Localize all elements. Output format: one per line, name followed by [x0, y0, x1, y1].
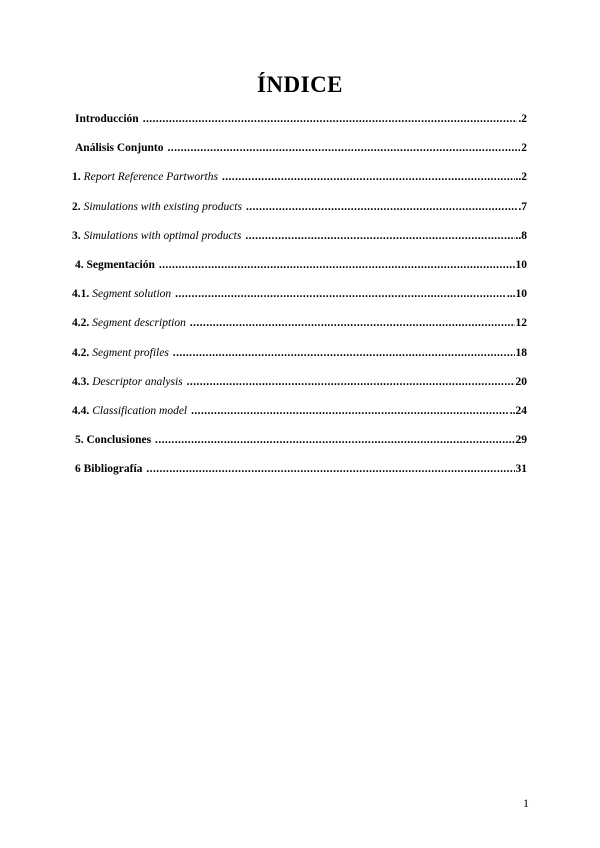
toc-entry-number: 4.3.	[72, 375, 90, 388]
toc-entry-label: Segment profiles	[92, 346, 169, 359]
toc-entry-label: 4. Segmentación	[75, 258, 155, 271]
toc-entry-label: Análisis Conjunto	[75, 142, 164, 155]
toc-entry-label: 6 Bibliografía	[75, 463, 143, 476]
toc-entry-conclusiones[interactable]	[72, 434, 527, 463]
toc-entry-label: Segment solution	[92, 288, 172, 301]
toc-entry-descriptor-analysis[interactable]	[72, 376, 527, 405]
toc-entry-page: 18	[515, 346, 527, 359]
toc-entry-page: ..24	[509, 404, 527, 417]
toc-entry-classification-model[interactable]	[72, 405, 527, 434]
toc-entry-number: 3.	[72, 229, 81, 242]
toc-entry-number: 1.	[72, 171, 81, 184]
toc-entry-report-reference-partworths[interactable]	[72, 171, 527, 200]
toc-entry-label: Introducción	[75, 113, 139, 125]
toc-entry-page: .7	[518, 200, 527, 213]
toc-dot-leader	[190, 317, 515, 329]
toc-dot-leader	[159, 259, 515, 271]
toc-entry-label: Descriptor analysis	[92, 375, 183, 388]
toc-entry-segment-description[interactable]	[72, 317, 527, 346]
toc-entry-number: 4.2.	[72, 346, 90, 359]
toc-entry-page: .2	[518, 113, 527, 125]
toc-entry-number: 2.	[72, 200, 81, 213]
toc-entry-introduccion[interactable]	[72, 113, 527, 142]
toc-entry-number: 4.1.	[72, 288, 90, 301]
toc-entry-label: Segment description	[92, 317, 186, 330]
page-title: ÍNDICE	[256, 72, 344, 97]
toc-entry-segmentacion[interactable]	[72, 259, 527, 288]
toc-entry-page: ..2	[515, 171, 527, 184]
toc-entry-page: 29	[515, 434, 527, 447]
toc-entry-label: 5. Conclusiones	[75, 434, 152, 447]
toc-entry-number: 4.2.	[72, 317, 90, 330]
toc-dot-leader	[173, 347, 515, 359]
toc-dot-leader	[245, 230, 514, 242]
toc-entry-page: ..8	[515, 229, 527, 242]
toc-entry-label: Simulations with optimal products	[83, 229, 242, 242]
toc-entry-page: 31	[515, 463, 527, 476]
toc-entry-segment-solution[interactable]	[72, 288, 527, 317]
toc-entry-label: Classification model	[92, 404, 188, 417]
toc-entry-simulations-optimal[interactable]	[72, 230, 527, 259]
toc-entry-simulations-existing[interactable]	[72, 201, 527, 230]
toc-entry-number: 4.4.	[72, 404, 90, 417]
toc-dot-leader	[246, 201, 517, 213]
toc-entry-bibliografia[interactable]	[72, 463, 527, 492]
toc-entry-page: 12	[515, 317, 527, 330]
toc-dot-leader	[191, 405, 509, 417]
toc-dot-leader	[146, 463, 514, 475]
toc-dot-leader	[155, 434, 514, 446]
toc-dot-leader	[222, 171, 515, 183]
toc-entry-analisis-conjunto[interactable]	[72, 142, 527, 171]
toc-entry-segment-profiles[interactable]	[72, 347, 527, 376]
toc-dot-leader	[143, 113, 518, 125]
toc-entry-label: Simulations with existing products	[83, 200, 242, 213]
toc-entry-page: 2	[521, 142, 527, 155]
page-number: 1	[523, 796, 529, 810]
toc-dot-leader	[187, 376, 515, 388]
toc-dot-leader	[168, 142, 521, 154]
toc-entry-label: Report Reference Partworths	[83, 171, 218, 184]
table-of-contents	[72, 113, 527, 492]
toc-entry-page: ...10	[506, 288, 527, 301]
toc-entry-page: 10	[515, 258, 527, 271]
toc-dot-leader	[175, 288, 506, 300]
toc-entry-page: 20	[515, 375, 527, 388]
